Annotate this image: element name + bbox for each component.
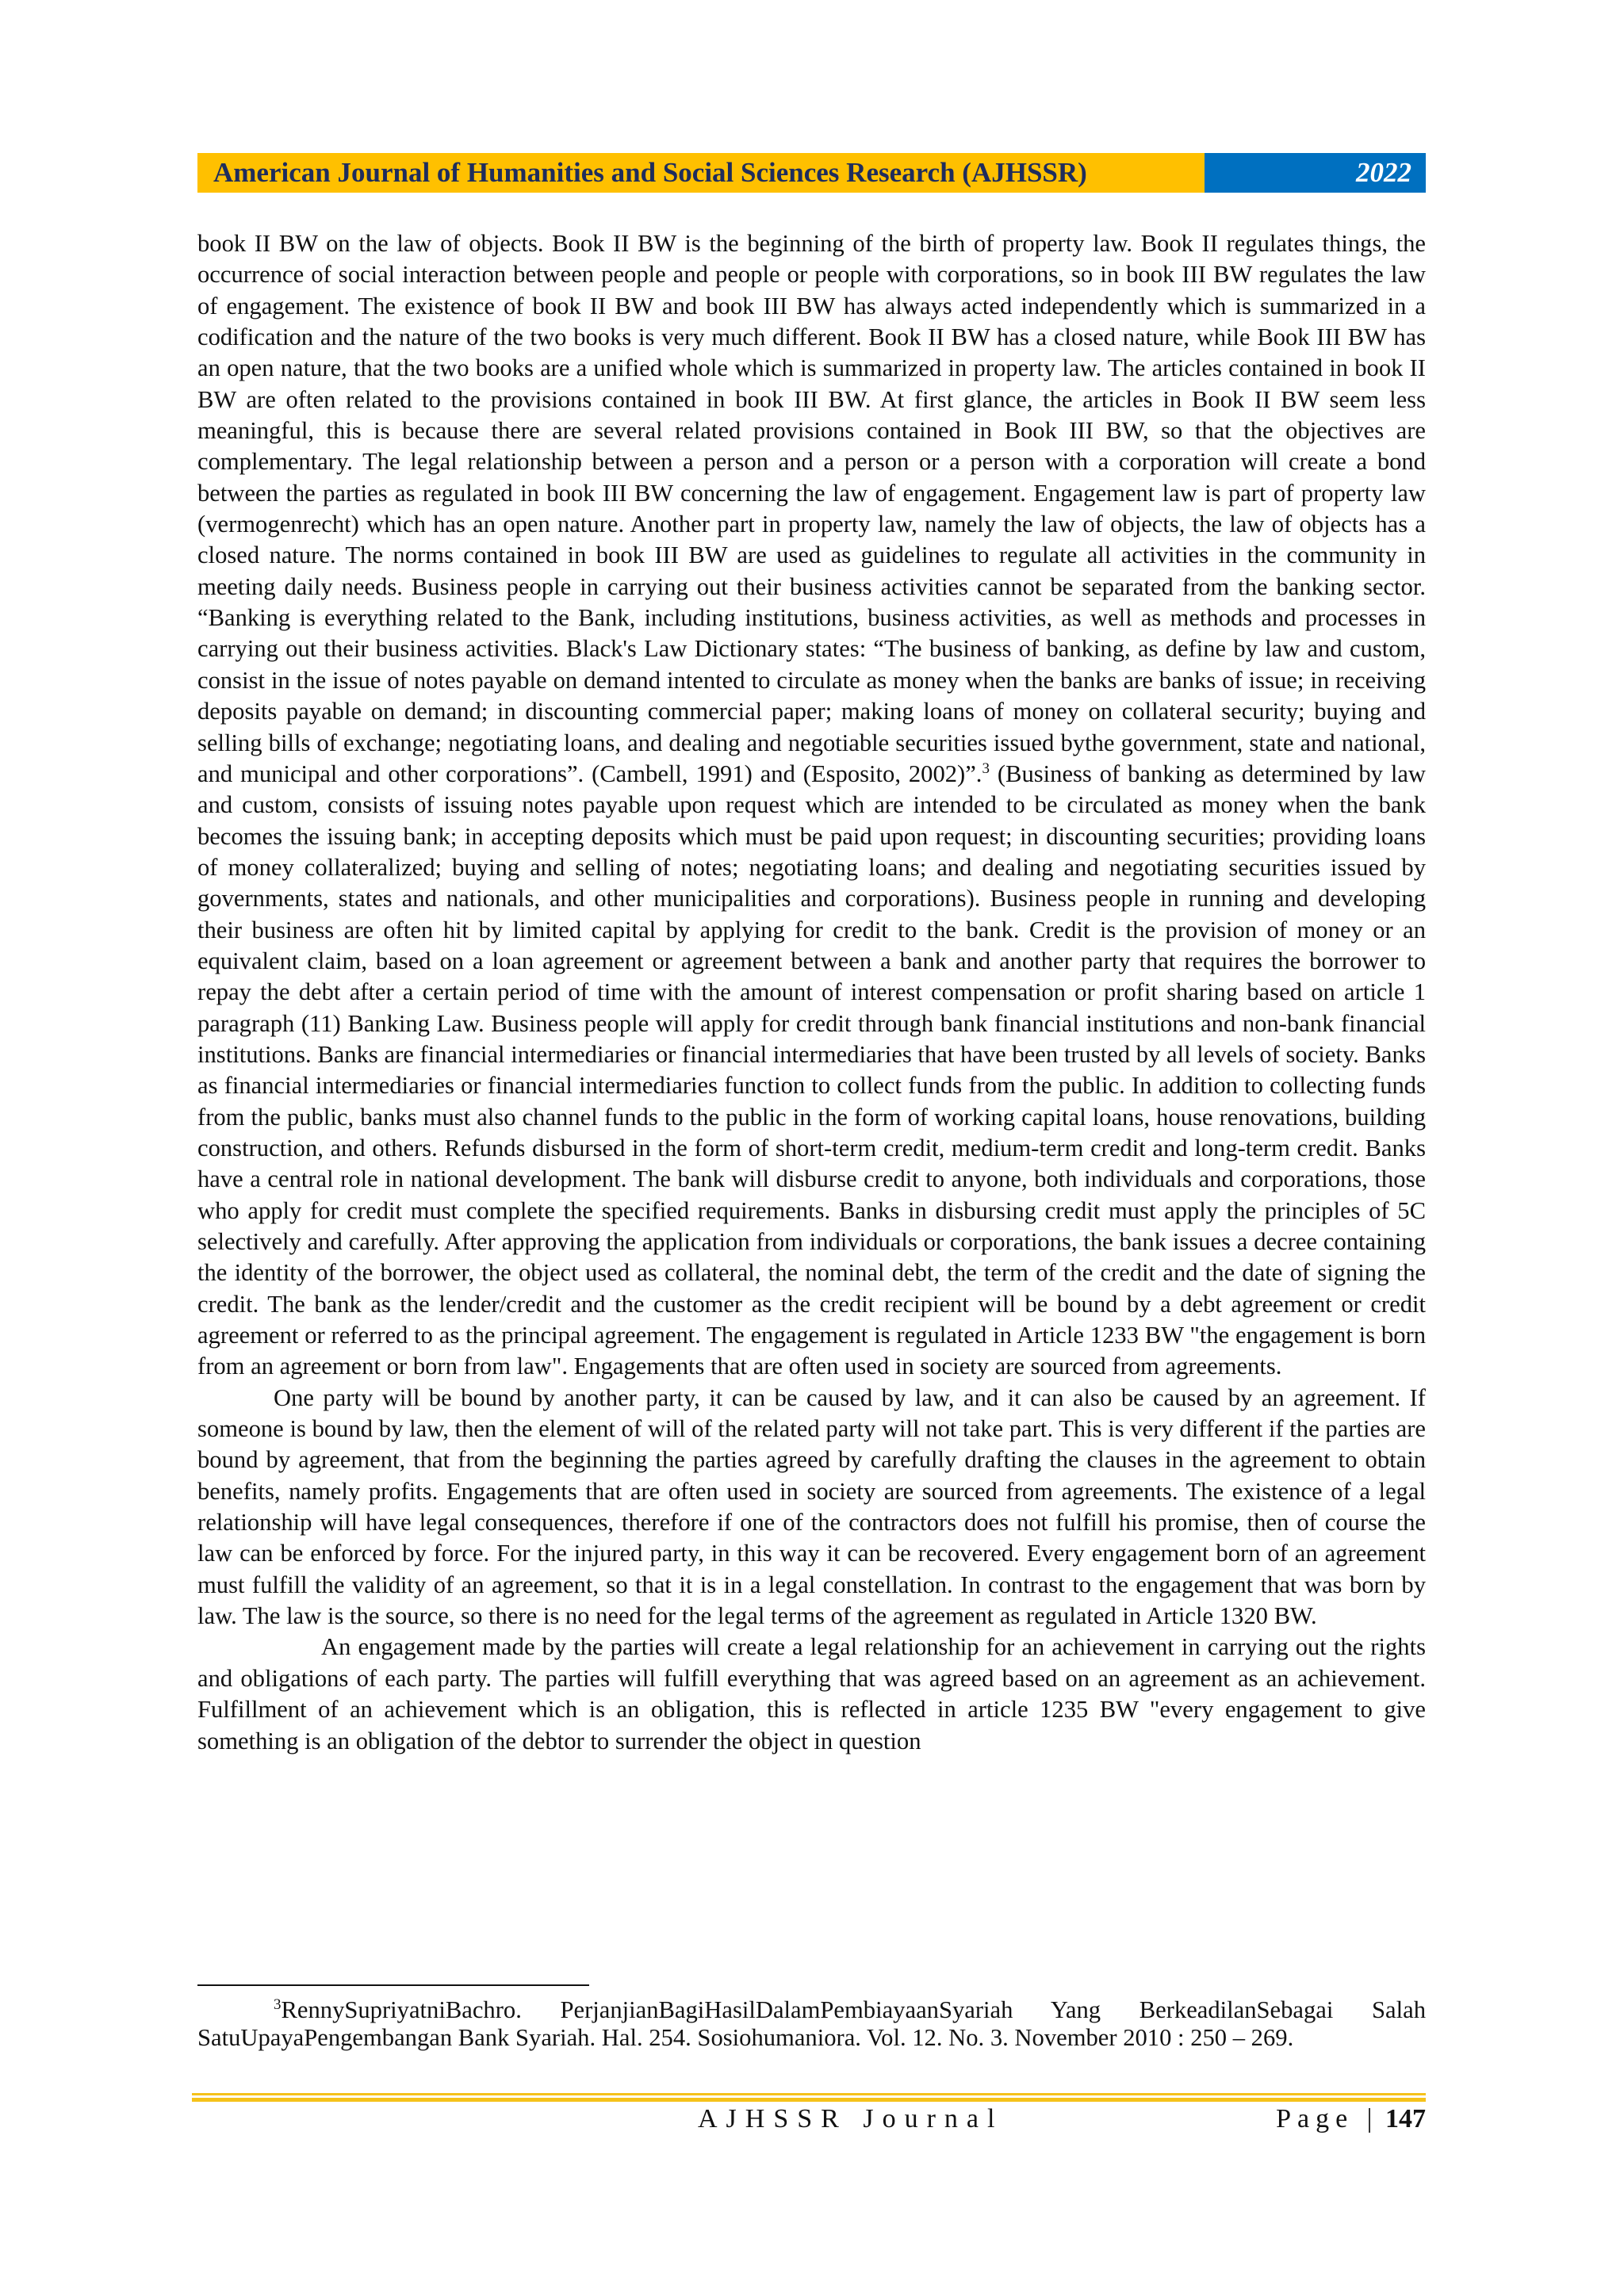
footnote-number: 3 bbox=[274, 1996, 282, 2013]
body-paragraph-2: One party will be bound by another party, it can be caused by law, and it can also be caused by an agreement. If someone is bound by law, then the element of will of the related party will not take part. This is very different if the parties are bound by agreement, that from the beginning the parties agreed by carefully drafting the clauses in the agreement to obtain benefits, namely profits. Engagements that are often used in society are sourced from agreements. The existence of a legal relationship will have legal consequences, therefore if one of the contractors does not fulfill his promise, then of course the law can be enforced by force. For the injured party, in this way it can be recovered. Every engagement born of an agreement must fulfill the validity of an agreement, so that it is in a legal constellation. In contrast to the engagement that was born by law. The law is the source, so there is no need for the legal terms of the agreement as regulated in Article 1320 BW. bbox=[197, 1383, 1426, 1630]
footnote-reference[interactable]: 3 bbox=[982, 760, 990, 777]
body-paragraph-3: An engagement made by the parties will create a legal relationship for an achievement in carrying out the rights and obligations of each party. The parties will fulfill everything that was agreed based on an agreement as an achievement. Fulfillment of an achievement which is an obligation, this is reflected in article 1235 BW "every engagement to give something is an obligation of the debtor to surrender the object in question bbox=[197, 1633, 1426, 1755]
footer-page-number: 147 bbox=[1385, 2104, 1426, 2133]
body-paragraph-1-part-1: book II BW on the law of objects. Book II BW is the beginning of the birth of property law. Book II regulates things, the occurrence of social interaction between people and people or people with corporations, so in book III BW regulates the law of engagement. The existence of book II BW and book III BW has always acted independently which is summarized in a codification and the nature of the two books is very much different. Book II BW has a closed nature, while Book III BW has an open nature, that the two books are a unified whole which is summarized in property law. The articles contained in book II BW are often related to the provisions contained in book III BW. At first glance, the articles in Book II BW seem less meaningful, this is because there are several related provisions contained in Book III BW, so that the objectives are complementary. The legal relationship between a person and a person or a person with a corporation will create a bond between the parties as regulated in book III BW concerning the law of engagement. Engagement law is part of property law (vermogenrecht) which has an open nature. Another part in property law, namely the law of objects, the law of objects has a closed nature. The norms contained in book III BW are used as guidelines to regulate all activities in the community in meeting daily needs. Business people in carrying out their business activities cannot be separated from the banking sector. “Banking is everything related to the Bank, including institutions, business activities, as well as methods and processes in carrying out their business activities. Black's Law Dictionary states: “The business of banking, as define by law and custom, consist in the issue of notes payable on demand intented to circulate as money when the banks are banks of issue; in receiving deposits payable on demand; in discounting commercial paper; making loans of money on collateral security; buying and selling bills of exchange; negotiating loans, and dealing and negotiable securities issued bythe government, state and national, and municipal and other corporations”. (Cambell, 1991) and (Esposito, 2002)”. bbox=[197, 230, 1426, 787]
article-body bbox=[197, 228, 1426, 1757]
body-paragraph-1-part-2: (Business of banking as determined by law and custom, consists of issuing notes payable upon request which are intended to be circulated as money when the bank becomes the issuing bank; in accepting deposits which must be paid upon request; in discounting securities; providing loans of money collateralized; buying and selling of notes; negotiating loans; and dealing and negotiating securities issued by governments, states and nationals, and other municipalities and corporations). Business people in running and developing their business are often hit by limited capital by applying for credit to the bank. Credit is the provision of money or an equivalent claim, based on a loan agreement or agreement between a bank and another party that requires the borrower to repay the debt after a certain period of time with the amount of interest compensation or profit sharing based on article 1 paragraph (11) Banking Law. Business people will apply for credit through bank financial institutions and non-bank financial institutions. Banks are financial intermediaries or financial intermediaries that have been trusted by all levels of society. Banks as financial intermediaries or financial intermediaries function to collect funds from the public. In addition to collecting funds from the public, banks must also channel funds to the public in the form of working capital loans, house renovations, building construction, and others. Refunds disbursed in the form of short-term credit, medium-term credit and long-term credit. Banks have a central role in national development. The bank will disburse credit to anyone, both individuals and corporations, those who apply for credit must complete the specified requirements. Banks in disbursing credit must apply the principles of 5C selectively and carefully. After approving the application from individuals or corporations, the bank issues a decree containing the identity of the borrower, the object used as collateral, the nominal debt, the term of the credit and the date of signing the credit. The bank as the lender/credit and the customer as the credit recipient will be bound by a debt agreement or credit agreement or referred to as the principal agreement. The engagement is regulated in Article 1233 BW "the engagement is born from an agreement or born from law". Engagements that are often used in society are sourced from agreements. bbox=[197, 760, 1426, 1380]
body-paragraph-1 bbox=[197, 228, 1426, 1383]
footnote bbox=[197, 1996, 1426, 2052]
footer-rule-thick bbox=[192, 2098, 1426, 2102]
journal-title: American Journal of Humanities and Social Sciences Research (AJHSSR) bbox=[213, 157, 1087, 188]
footer-page-indicator bbox=[1276, 2104, 1426, 2134]
footer-page-label: Page | bbox=[1276, 2104, 1379, 2133]
journal-title-box bbox=[197, 153, 1205, 193]
footnote-text: RennySupriyatniBachro. PerjanjianBagiHasilDalamPembiayaanSyariah Yang BerkeadilanSebagai Salah SatuUpayaPengembangan Bank Syariah. Hal. 254. Sosiohumaniora. Vol. 12. No. 3. November 2010 : 250 – 269. bbox=[197, 1996, 1426, 2051]
footnote-separator bbox=[197, 1984, 589, 1986]
footer-rule-thin bbox=[192, 2093, 1426, 2095]
footer-journal-name: AJHSSR Journal bbox=[698, 2104, 1004, 2133]
journal-header-banner bbox=[197, 153, 1426, 193]
journal-year-box bbox=[1205, 153, 1426, 193]
journal-year: 2022 bbox=[1356, 157, 1411, 188]
